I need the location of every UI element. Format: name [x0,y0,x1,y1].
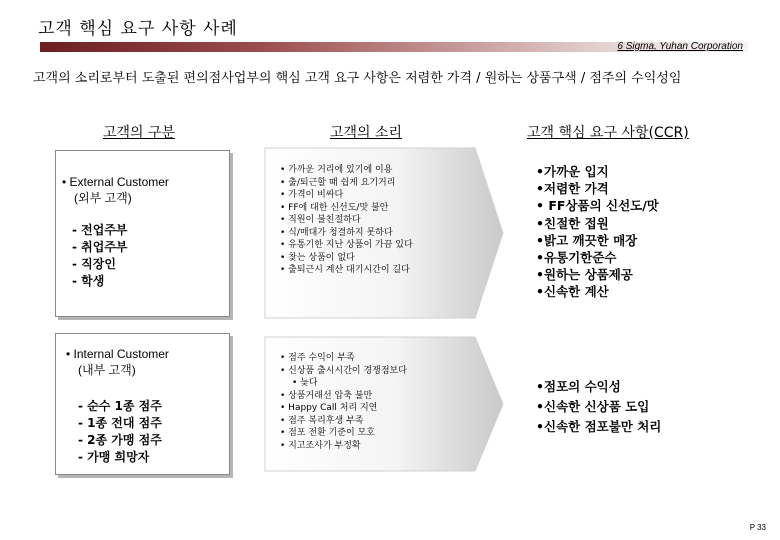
list-item: • 지고조사가 부정확 [280,440,407,453]
list-item: • 늦다 [280,377,407,390]
list-item: • 출/퇴근할 때 쉽게 요기거리 [280,177,413,190]
list-item: - 1종 전대 점주 [78,416,162,430]
list-item: - 가맹 희망자 [78,450,150,464]
list-item: • 출퇴근시 계산 대기시간이 길다 [280,264,413,277]
list-item: • 찾는 상품이 없다 [280,252,413,265]
internal-ccr-list [536,377,661,437]
list-item: • 원하는 상품제공 [536,266,659,283]
external-customer-label: • External Customer [62,175,169,189]
external-ccr-list [536,163,659,301]
external-customer-label-kr: (외부 고객) [74,191,132,205]
list-item: • 점주 복리후생 부족 [280,415,407,428]
list-item: • 신속한 점포불만 처리 [536,417,661,437]
list-item: - 학생 [72,274,105,288]
list-item: • FF에 대한 신선도/맛 불안 [280,202,413,215]
internal-voice-list [280,352,407,452]
list-item: • Happy Call 처리 지연 [280,402,407,415]
list-item: • 신속한 신상품 도입 [536,397,661,417]
list-item: - 순수 1종 점주 [78,399,162,413]
list-item: • 가격이 비싸다 [280,189,413,202]
list-item: • 직원이 불친절하다 [280,214,413,227]
list-item: • 친절한 접원 [536,215,659,232]
page-number: P 33 [749,523,766,532]
list-item: • 점포의 수익성 [536,377,661,397]
column-header-segment: 고객의 구분 [103,125,176,141]
internal-customer-label-kr: (내부 고객) [78,363,136,377]
intro-text: 고객의 소리로부터 도출된 편의점사업부의 핵심 고객 요구 사항은 저렴한 가격 / 원하는 상품구색 / 점주의 수익성임 [33,71,682,86]
list-item: • 가까운 입지 [536,163,659,180]
list-item: • 상품거래선 압축 불만 [280,390,407,403]
list-item: - 2종 가맹 점주 [78,433,162,447]
page-title: 고객 핵심 요구 사항 사례 [38,19,238,39]
list-item: • 신속한 계산 [536,283,659,300]
list-item: • 유통기한 지난 상품이 가끔 있다 [280,239,413,252]
list-item: - 전업주부 [72,223,128,237]
list-item: • 밝고 깨끗한 매장 [536,232,659,249]
list-item: - 취업주부 [72,240,128,254]
list-item: • 유통기한준수 [536,249,659,266]
list-item: • 식/매대가 청결하지 못하다 [280,227,413,240]
list-item: • 저렴한 가격 [536,180,659,197]
corporation-label: 6 Sigma, Yuhan Corporation [617,41,743,52]
list-item: - 직장인 [72,257,116,271]
list-item: • 신상품 출시시간이 경쟁점보다 [280,365,407,378]
list-item: • 가까운 거리에 있기에 이용 [280,164,413,177]
list-item: • FF상품의 신선도/맛 [536,197,659,214]
internal-customer-list [78,398,162,466]
list-item: • 점주 수익이 부족 [280,352,407,365]
external-voice-list [280,164,413,277]
internal-customer-label: • Internal Customer [66,347,169,361]
column-header-ccr: 고객 핵심 요구 사항(CCR) [527,125,689,141]
list-item: • 점포 전환 기준이 모호 [280,427,407,440]
external-customer-list [72,222,128,290]
column-header-voice: 고객의 소리 [330,125,403,141]
